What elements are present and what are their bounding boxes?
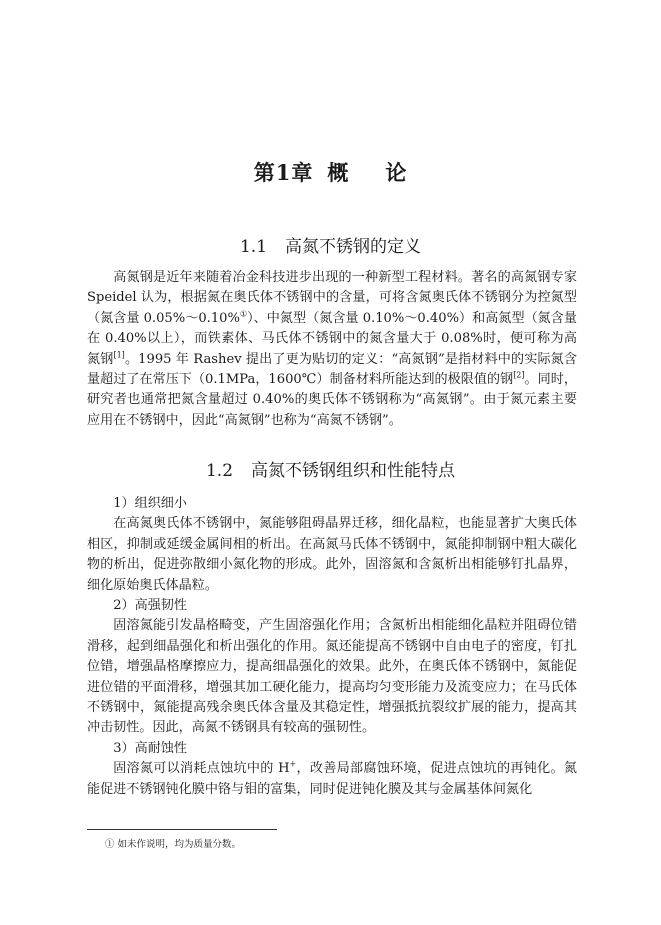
subheading-corrosion-resistance: 3）高耐蚀性	[113, 740, 187, 756]
section-number: 1.1	[239, 237, 268, 257]
footnote: ① 如未作说明，均为质量分数。	[105, 839, 242, 850]
text-run: ，改善局部腐蚀环境，促进点蚀坑的再钝化。氮能促进不锈钢钝化膜中铬与钼的富集，同时促进钝化膜及其与金属基体间氮化	[87, 761, 577, 797]
citation-2: [2]	[513, 370, 525, 380]
chapter-title	[0, 157, 661, 187]
chapter-number: 1	[275, 160, 292, 185]
section-1-1-heading	[0, 232, 661, 257]
text-run: 高氮钢是近年来随着冶金科技进步出现的一种新型工程材料。著名的高氮钢专家 Speidel 认为，根据氮在奥氏体不锈钢中的含量，可将含氮奥氏体不锈钢分为控氮型（氮含量 0.05%～0.10%	[87, 270, 577, 326]
footnote-mark: ①	[239, 309, 248, 319]
definition-paragraph	[87, 268, 577, 431]
text-run: 。1995 年 Rashev 提出了更为贴切的定义：“高氮钢”是指材料中的实际氮含量超过了在常压下（0.1MPa，1600℃）制备材料所能达到的极限值的钢	[87, 351, 577, 388]
text-run: ）、中氮型（氮含量 0.10%～0.40%）和高氮型（氮含量在 0.40%以上），而铁素体、马氏体不锈钢中的氮含量大于 0.08%时，便可称为高氮钢	[87, 310, 577, 367]
chapter-word-1: 概	[327, 160, 350, 185]
section-1-2-body	[87, 494, 577, 800]
section-title: 高氮不锈钢的定义	[285, 237, 422, 257]
footnote-divider	[87, 829, 277, 830]
section-number: 1.2	[205, 461, 234, 481]
section-1-1-body	[87, 268, 577, 431]
subheading-fine-structure: 1）组织细小	[113, 496, 187, 511]
paragraph-corrosion-resistance	[87, 759, 577, 800]
chapter-word-2: 论	[385, 160, 408, 185]
superscript: +	[289, 759, 297, 769]
paragraph-strength-toughness: 固溶氮能引发晶格畸变，产生固溶强化作用；含氮析出相能细化晶粒并阻碍位错滑移，起到细晶强化和析出强化的作用。氮还能提高不锈钢中自由电子的密度，钉扎位错，增强晶格摩擦应力，提高细晶强化的效果。此外，在奥氏体不锈钢中，氮能促进位错的平面滑移，增强其加工硬化能力，提高均匀变形能力及流变应力；在马氏体不锈钢中，氮能提高残余奥氏体含量及其稳定性，增强抵抗裂纹扩展的能力，提高其冲击韧性。因此，高氮不锈钢具有较高的强韧性。	[87, 618, 577, 736]
text-run: 固溶氮可以消耗点蚀坑中的 H	[113, 761, 290, 777]
section-title: 高氮不锈钢组织和性能特点	[251, 461, 456, 481]
chapter-suffix: 章	[291, 160, 314, 185]
subheading-strength-toughness: 2）高强韧性	[113, 598, 187, 614]
text-run: 。同时，研究者也通常把氮含量超过 0.40%的奥氏体不锈钢称为“高氮钢”。由于氮元素主要应用在不锈钢中，因此“高氮钢”也称为“高氮不锈钢”。	[87, 372, 577, 428]
chapter-prefix: 第	[253, 160, 276, 185]
citation-1: [1]	[113, 350, 125, 360]
paragraph-fine-structure: 在高氮奥氏体不锈钢中，氮能够阻碍晶界迁移，细化晶粒，也能显著扩大奥氏体相区，抑制或延缓金属间相的析出。在高氮马氏体不锈钢中，氮能抑制钢中粗大碳化物的析出，促进弥散细小氮化物的形成。此外，固溶氮和含氮析出相能够钉扎晶界，细化原始奥氏体晶粒。	[87, 516, 577, 593]
section-1-2-heading	[0, 456, 661, 481]
